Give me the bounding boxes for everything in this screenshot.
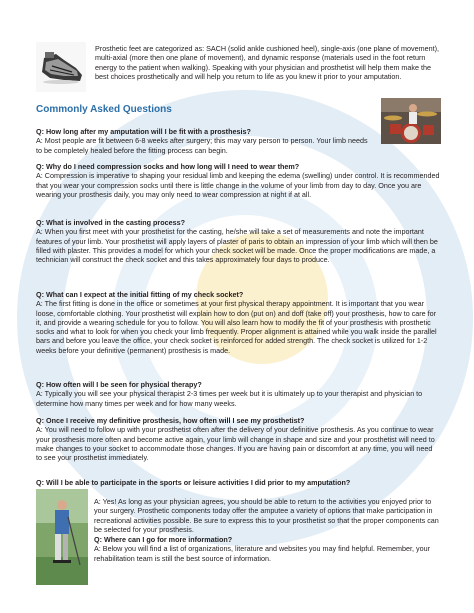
question: Q: Why do I need compression socks and how long will I need to wear them? (36, 162, 300, 171)
faq-item (36, 416, 440, 462)
intro-paragraph: Prosthetic feet are categorized as: SACH (solid ankle cushioned heel), single-axis (one plane of movement), multi-axial (more then one plane of movement), and dynamic response (materials used in the foot return energy to the patient when walking). Speaking with your physician and prosthetist will help them make the best choices prosthetically and will help you return to life as you knew it prior to your amputation. (95, 44, 439, 81)
answer: A: The first fitting is done in the office or sometimes at your first physical therapy appointment. It is important that you wear loose, comfortable clothing. Your prosthetist will explain how to don (put on) and doff (take off) your prosthesis, how to care for it, and provide a wearing schedule for you to follow. You will also learn how to modify the fit of your prosthesis with prosthetic socks and what to look for when you check your limb frequently. Proper alignment is attained while you walk inside the parallel bars and before you leave the office, your check socket is reinforced for added strength. The check socket is utilized for 1-2 weeks before your definitive (permanent) prosthesis is made. (36, 299, 437, 355)
question: Q: How often will I be seen for physical therapy? (36, 380, 202, 389)
faq-item (36, 127, 374, 155)
faq-item (94, 535, 440, 563)
question: Q: Where can I go for more information? (94, 535, 233, 544)
prosthetic-foot-image (36, 42, 86, 92)
faq-item (36, 380, 440, 408)
question: Q: Once I receive my definitive prosthesis, how often will I see my prosthetist? (36, 416, 305, 425)
faq-answer-sports: A: Yes! As long as your physician agrees, you should be able to return to the activities you enjoyed prior to your surgery. Prosthetic components today offer the amputee a variety of options that make participation in recreational activities possible. Be sure to express this to your prosthetist so that the proper components can be selected for your prosthesis. (94, 497, 439, 534)
question: Q: What is involved in the casting process? (36, 218, 185, 227)
faq-item (36, 478, 440, 487)
faq-item (36, 218, 440, 264)
drummer-image (381, 98, 441, 144)
answer: A: Below you will find a list of organizations, literature and websites you may find helpful. Remember, your rehabilitation team is still the best source of information. (94, 544, 430, 563)
golfer-image (36, 489, 88, 585)
question: Q: How long after my amputation will I be fit with a prosthesis? (36, 127, 251, 136)
answer: A: Typically you will see your physical therapist 2-3 times per week but it is ultimately up to your therapist and physician to determine how many times per week and for how many weeks. (36, 389, 423, 408)
answer: A: You will need to follow up with your prosthetist often after the delivery of your definitive prosthesis. As you continue to wear your prosthesis more often and become active again, your limb will change in shape and size and your prosthetist will need to make changes to your socket to accommodate those changes. If you are having pain or discomfort at any time, you will need to see your prosthetist immediately. (36, 425, 435, 463)
faq-item (36, 290, 440, 355)
answer: A: Most people are fit between 6-8 weeks after surgery; this may vary person to person. Your limb needs to be completely healed before the fitting process can begin. (36, 136, 368, 155)
answer: A: Compression is imperative to shaping your residual limb and keeping the edema (swelling) under control. It is recommended that you wear your compression socks until there is little change in the volume of your limb from day to day. Once you are wearing your prosthesis daily, you may only need to wear compression at night if at all. (36, 171, 440, 199)
question: Q: What can I expect at the initial fitting of my check socket? (36, 290, 244, 299)
answer: A: When you first meet with your prosthetist for the casting, he/she will take a set of measurements and note the important features of your limb. Your prosthetist will apply layers of plaster of paris to obtain an impression of your limb which will then be filled with plaster. This provides a model for which your check socket will be made. Once the proper modifications are made, a technician will construct the check socket and this takes approximately four days to produce. (36, 227, 438, 265)
section-heading: Commonly Asked Questions (36, 104, 172, 115)
question: Q: Will I be able to participate in the sports or leisure activities I did prior to my amputation? (36, 478, 351, 487)
faq-item (36, 162, 440, 199)
